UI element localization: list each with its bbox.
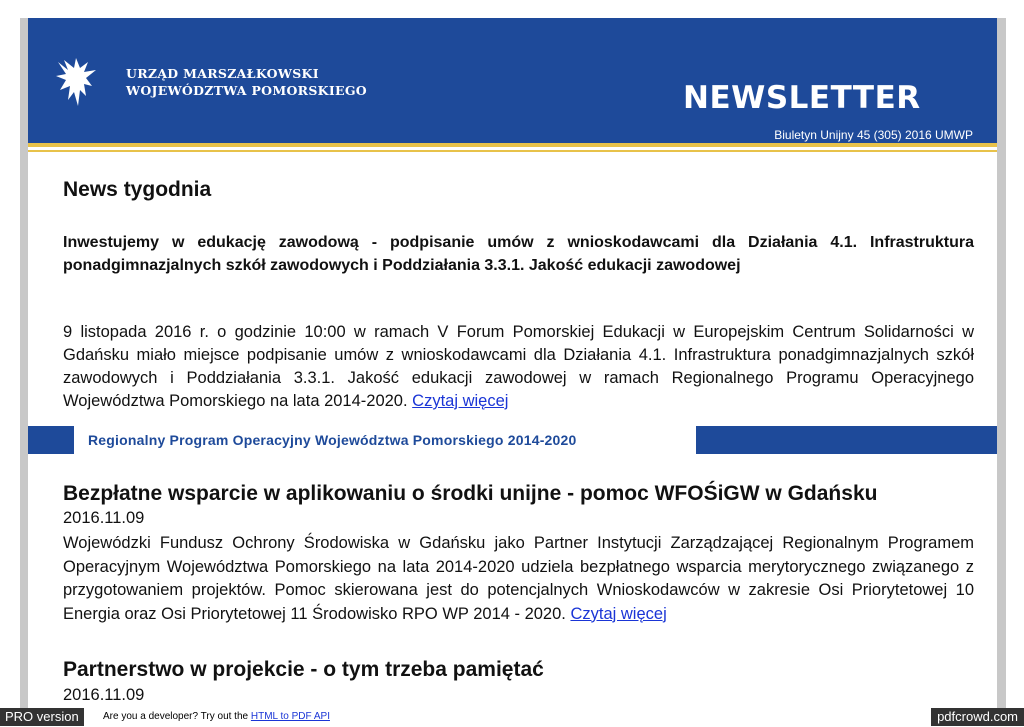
page-left-border — [20, 18, 28, 713]
griffin-emblem-icon — [54, 56, 100, 110]
developer-promo-text: Are you a developer? Try out the — [103, 711, 249, 722]
pdfcrowd-brand[interactable]: pdfcrowd.com — [931, 708, 1024, 726]
org-name-line2: WOJEWÓDZTWA POMORSKIEGO — [126, 83, 367, 98]
read-more-link[interactable]: Czytaj więcej — [570, 604, 667, 623]
article-body-text: Wojewódzki Fundusz Ochrony Środowiska w Gdańsku jako Partner Instytucji Zarządzającej Regionalnym Programem Operacyjnym Województwa Pomorskiego na lata 2014-2020 udziela bezpłatnego wsparcia merytorycznego związanego z przygotowaniem projektów. Pomoc skierowana jest do potencjalnych Wnioskodawców w zakresie Osi Priorytetowej 10 Energia oraz Osi Priorytetowej 11 Środowisko RPO WP 2014 - 2020. — [63, 534, 974, 623]
read-more-link[interactable]: Czytaj więcej — [412, 392, 509, 410]
newsletter-title: NEWSLETTER — [683, 80, 921, 116]
page-scrollbar[interactable] — [997, 18, 1006, 713]
newsletter-header — [28, 18, 997, 144]
developer-promo — [103, 711, 330, 722]
news-body-text: 9 listopada 2016 r. o godzinie 10:00 w ramach V Forum Pomorskiej Edukacji w Europejskim Centrum Solidarności w Gdańsku miało miejsce podpisanie umów z wnioskodawcami dla Działania 4.1. Infrastruktura ponadgimnazjalnych szkół zawodowych i Poddziałania 3.3.1. Jakość edukacji zawodowej w ramach Regionalnego Programu Operacyjnego Województwa Pomorskiego na lata 2014-2020. — [63, 323, 974, 410]
article-date: 2016.11.09 — [63, 509, 145, 527]
header-divider — [28, 143, 997, 147]
bulletin-info: Biuletyn Unijny 45 (305) 2016 UMWP — [774, 128, 973, 142]
article-body — [63, 532, 974, 626]
band-accent-right — [696, 426, 997, 454]
article-title: Bezpłatne wsparcie w aplikowaniu o środki unijne - pomoc WFOŚiGW w Gdańsku — [63, 482, 878, 505]
pro-version-badge[interactable]: PRO version — [0, 708, 84, 726]
news-headline: Inwestujemy w edukację zawodową - podpisanie umów z wnioskodawcami dla Działania 4.1. Infrastruktura ponadgimnazjalnych szkół zawodowych i Poddziałania 3.3.1. Jakość edukacji zawodowej — [63, 234, 974, 274]
article-title: Partnerstwo w projekcie - o tym trzeba pamiętać — [63, 658, 544, 681]
header-divider-thin — [28, 150, 997, 152]
news-body — [63, 321, 974, 413]
pdf-footer — [0, 708, 1024, 727]
html-to-pdf-api-link[interactable]: HTML to PDF API — [250, 711, 330, 722]
org-name — [126, 65, 367, 99]
article-date: 2016.11.09 — [63, 686, 145, 704]
band-accent-left — [28, 426, 74, 454]
section-band-label: Regionalny Program Operacyjny Województwa Pomorskiego 2014-2020 — [88, 432, 577, 448]
section-title: News tygodnia — [63, 178, 212, 201]
org-name-line1: URZĄD MARSZAŁKOWSKI — [126, 66, 319, 81]
